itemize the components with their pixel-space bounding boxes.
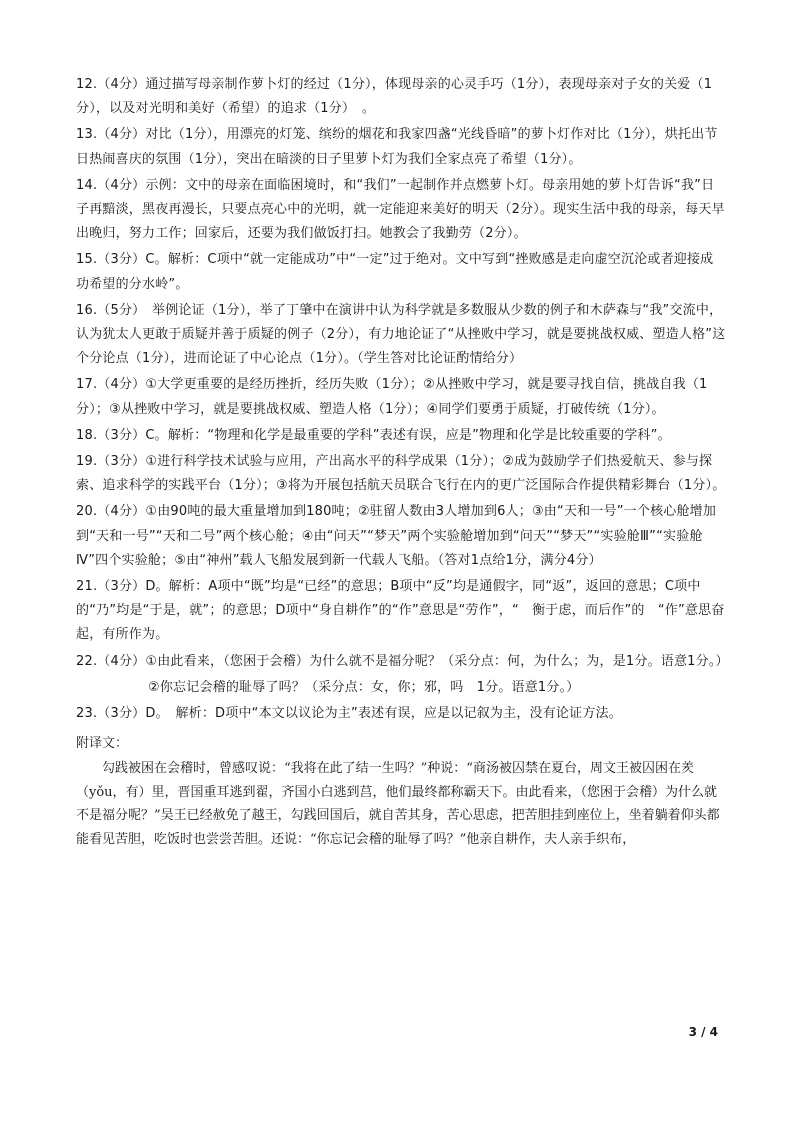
answer-18: 18.（3分）C。解析：“物理和化学是最重要的学科”表述有误，应是”物理和化学是比较重要的学科”。 [76,427,671,443]
answer-22: 22.（4分）①由此看来，（您困于会稽）为什么就不是福分呢？（采分点：何，为什么；为，是1分。语意1分。） [76,653,729,669]
answer-16: 16.（5分） 举例论证（1分），举了丁肇中在演讲中认为科学就是多数服从少数的例子和木萨森与“我”交流中，认为犹太人更敢于质疑并善于质疑的例子（2分），有力地论证了“从挫败中学习，就是要挑战权威、塑造人格”这个分论点（1分），进而论证了中心论点（1分）。（学生答对比论证酌情给分） [76,302,726,367]
answer-14: 14.（4分）示例：文中的母亲在面临困境时，和“我们”一起制作并点燃萝卜灯。母亲用她的萝卜灯告诉“我”日子再黯淡，黑夜再漫长，只要点亮心中的光明，就一定能迎来美好的明天（2分）。现实生活中我的母亲，每天早出晚归，努力工作；回家后，还要为我们做饭打扫。她教会了我勤劳（2分）。 [76,177,725,242]
answer-15: 15.（3分）C。解析：C项中“就一定能成功”中“一定”过于绝对。文中写到“挫败感是走向虚空沉沦或者迎接成功希望的分水岭”。 [76,252,714,292]
answer-content [76,73,729,851]
answer-13: 13.（4分）对比（1分），用漂亮的灯笼、缤纷的烟花和我家四盏“光线昏暗”的萝卜灯作对比（1分），烘托出节日热闹喜庆的氛围（1分），突出在暗淡的日子里萝卜灯为我们全家点亮了希望（1分）。 [76,127,718,167]
answer-21: 21.（3分）D。解析：A项中“既”均是“已经”的意思；B项中“反”均是通假字，同“返”，返回的意思；C项中的“乃”均是“于是，就”；的意思；D项中“身自耕作”的“作”意思是“劳作”，“ 衡于虑，而后作”的 “作”意思奋起，有所作为。 [76,579,725,643]
answer-12: 12.（4分）通过描写母亲制作萝卜灯的经过（1分），体现母亲的心灵手巧（1分），表现母亲对子女的关爱（1分），以及对光明和美好（希望）的追求（1分） 。 [76,77,713,117]
answer-20: 20.（4分）①由90吨的最大重量增加到180吨；②驻留人数由3人增加到6人；③由“天和一号”一个核心舱增加到“天和一号”“天和二号”两个核心舱；④由“问天”“梦天”两个实验舱增加到“问天”“梦天”“实验舱Ⅲ”“实验舱Ⅳ”四个实验舱；⑤由“神州”载人飞船发展到新一代载人飞船。（答对1点给1分，满分4分） [76,504,717,568]
translation-title: 附译文： [76,736,129,752]
answer-17: 17.（4分）①大学更重要的是经历挫折，经历失败（1分）；②从挫败中学习，就是要寻找自信，挑战自我（1分）；③从挫败中学习，就是要挑战权威、塑造人格（1分）；④同学们要勇于质疑，打破传统（1分）。 [76,377,708,417]
answer-22-part-2: ②你忘记会稽的耻辱了吗？（采分点：女，你；邪，吗 1分。语意1分。） [148,679,580,695]
answer-23: 23.（3分）D。 解析：D项中“本文以议论为主”表述有误，应是以记叙为主，没有论证方法。 [76,706,622,722]
page-number: 3 / 4 [688,1025,718,1039]
answer-19: 19.（3分）①进行科学技术试验与应用，产出高水平的科学成果（1分）；②成为鼓励学子们热爱航天、参与探索、追求科学的实践平台（1分）；③将为开展包括航天员联合飞行在内的更广泛国际合作提供精彩舞台（1分）。 [76,454,726,494]
translation-body: 勾践被困在会稽时，曾感叹说：“我将在此了结一生吗？”种说：“商汤被囚禁在夏台，周文王被囚困在羑（yǒu，有）里，晋国重耳逃到翟，齐国小白逃到莒，他们最终都称霸天下。由此看来，（您困于会稽）为什么就不是福分呢？”吴王已经赦免了越王，勾践回国后，就自苦其身，苦心思虑，把苦胆挂到座位上，坐着躺着仰头都能看见苦胆，吃饭时也尝尝苦胆。还说：“你忘记会稽的耻辱了吗？”他亲自耕作，夫人亲手织布， [76,761,720,847]
